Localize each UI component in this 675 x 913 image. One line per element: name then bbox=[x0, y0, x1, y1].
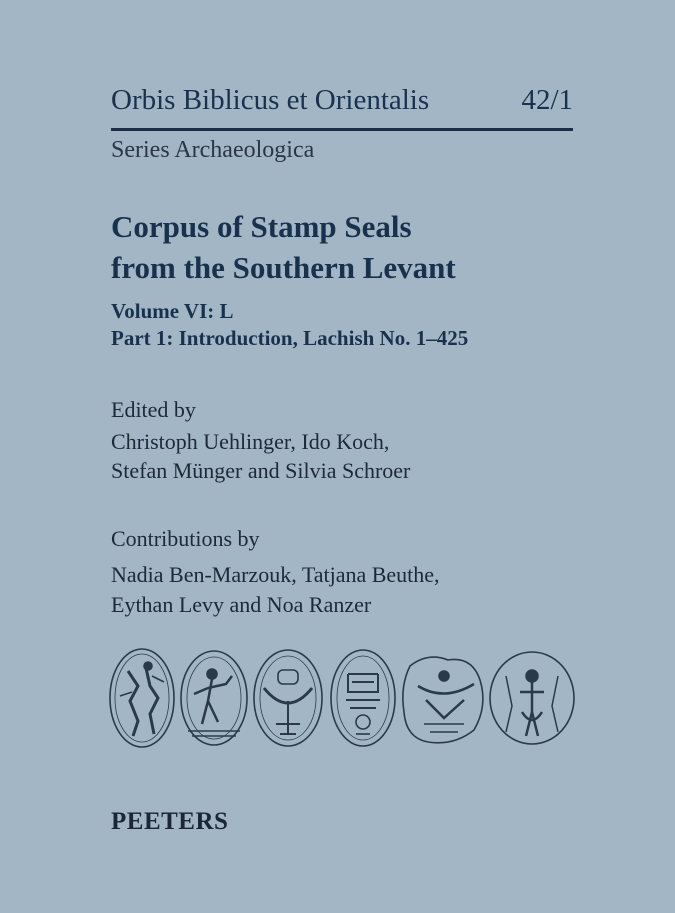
series-number: 42/1 bbox=[521, 84, 573, 116]
volume-line-1: Volume VI: L bbox=[111, 299, 234, 323]
series-name: Orbis Biblicus et Orientalis bbox=[111, 84, 430, 116]
scarab-seal-bird-icon bbox=[403, 657, 483, 743]
book-title bbox=[111, 206, 456, 288]
edited-by-label: Edited by bbox=[111, 397, 196, 422]
volume-info bbox=[111, 298, 468, 352]
contributors-line-2: Eythan Levy and Noa Ranzer bbox=[111, 592, 372, 617]
book-title-line-2: from the Southern Levant bbox=[111, 250, 456, 285]
editors bbox=[111, 427, 410, 485]
contributions-by-label: Contributions by bbox=[111, 526, 260, 551]
contributors-line-1: Nadia Ben-Marzouk, Tatjana Beuthe, bbox=[111, 562, 440, 587]
scarab-seal-pattern-icon bbox=[331, 650, 395, 746]
scarab-seal-figure-icon bbox=[110, 649, 174, 747]
seal-illustrations bbox=[108, 646, 578, 751]
series-header bbox=[111, 84, 573, 117]
header-rule bbox=[111, 128, 573, 131]
book-title-line-1: Corpus of Stamp Seals bbox=[111, 209, 412, 244]
editors-line-1: Christoph Uehlinger, Ido Koch, bbox=[111, 429, 390, 454]
publisher-name: PEETERS bbox=[111, 808, 229, 835]
contributors bbox=[111, 560, 440, 620]
scarab-seal-deity-icon bbox=[490, 652, 574, 744]
scarab-seal-figure-icon bbox=[181, 651, 247, 745]
scarab-seal-boat-icon bbox=[254, 650, 322, 746]
volume-line-2: Part 1: Introduction, Lachish No. 1–425 bbox=[111, 326, 469, 350]
editors-line-2: Stefan Münger and Silvia Schroer bbox=[111, 458, 411, 483]
subseries-name: Series Archaeologica bbox=[111, 137, 315, 163]
